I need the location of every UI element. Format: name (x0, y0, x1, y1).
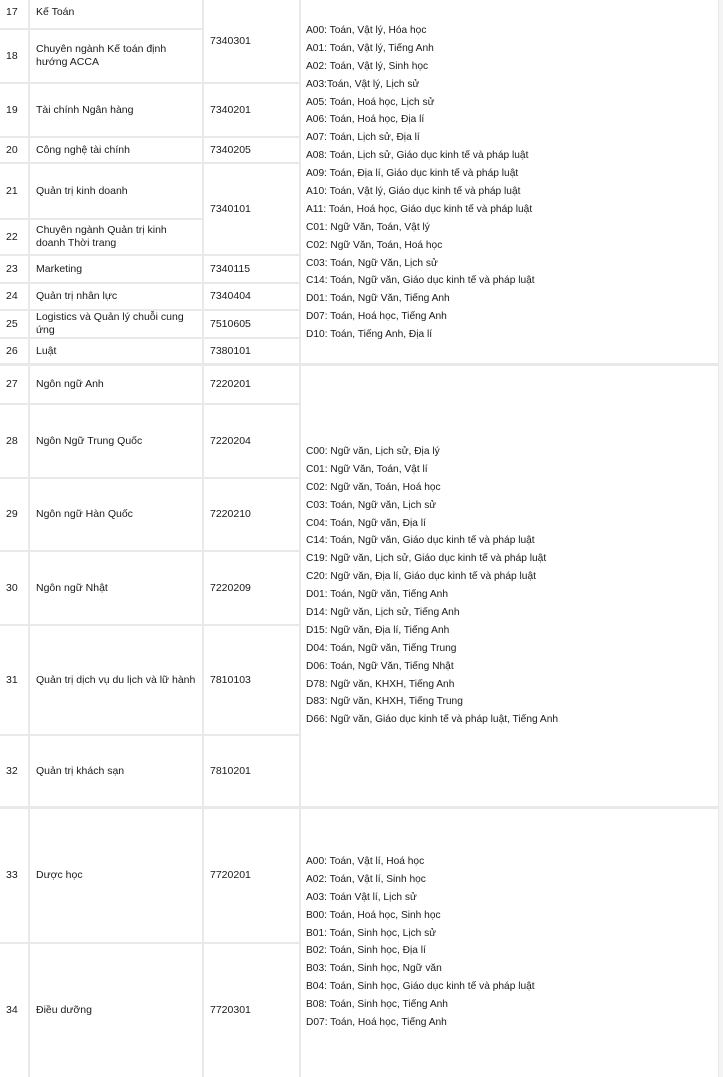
row-number: 29 (0, 479, 28, 550)
row-number: 24 (0, 284, 28, 309)
row-number: 26 (0, 339, 28, 363)
major-name: Quản trị kinh doanh (30, 164, 202, 218)
major-name: Dược học (30, 809, 202, 942)
major-code: 7510605 (204, 311, 299, 337)
subject-combination: C14: Toán, Ngữ văn, Giáo dục kinh tế và pháp luật (306, 535, 535, 547)
major-name: Chuyên ngành Quản trị kinh doanh Thời trang (30, 220, 202, 254)
subject-combination: D78: Ngữ văn, KHXH, Tiếng Anh (306, 678, 455, 690)
subject-combination: A09: Toán, Địa lí, Giáo dục kinh tế và pháp luật (306, 168, 519, 180)
major-code: 7220209 (204, 552, 299, 624)
clipped-column-edge (719, 0, 723, 1077)
row-number: 25 (0, 311, 28, 337)
subject-combination: C20: Ngữ văn, Địa lí, Giáo dục kinh tế và pháp luật (306, 571, 536, 583)
subject-combination: D83: Ngữ văn, KHXH, Tiếng Trung (306, 696, 463, 708)
subject-combination-list (306, 853, 535, 1032)
subject-combination-list (306, 443, 558, 729)
subject-combination: C01: Ngữ Văn, Toán, Vật lí (306, 463, 428, 475)
subject-combinations-cell (301, 809, 718, 1077)
subject-combination: D07: Toán, Hoá học, Tiếng Anh (306, 1017, 447, 1029)
row-number: 33 (0, 809, 28, 942)
subject-combination: D06: Toán, Ngữ Văn, Tiếng Nhật (306, 660, 454, 672)
subject-combination: A02: Toán, Vật lí, Sinh học (306, 873, 426, 885)
row-number: 32 (0, 736, 28, 806)
subject-combination: C02: Ngữ văn, Toán, Hoá học (306, 481, 441, 493)
row-number: 31 (0, 626, 28, 734)
major-name: Luật (30, 339, 202, 363)
major-code: 7340205 (204, 138, 299, 162)
subject-combination-list (306, 22, 535, 344)
subject-combination: A08: Toán, Lịch sử, Giáo dục kinh tế và pháp luật (306, 150, 529, 162)
subject-combination: A00: Toán, Vật lý, Hóa học (306, 25, 427, 36)
major-name: Marketing (30, 256, 202, 282)
subject-combination: D01: Toán, Ngữ văn, Tiếng Anh (306, 589, 448, 601)
subject-combination: B04: Toán, Sinh học, Giáo dục kinh tế và pháp luật (306, 981, 535, 993)
subject-combination: D14: Ngữ văn, Lịch sử, Tiếng Anh (306, 607, 460, 619)
subject-combination: D15: Ngữ văn, Địa lí, Tiếng Anh (306, 624, 450, 636)
major-name: Ngôn ngữ Hàn Quốc (30, 479, 202, 550)
subject-combination: C04: Toán, Ngữ văn, Địa lí (306, 517, 426, 529)
subject-combination: A02: Toán, Vật lý, Sinh học (306, 60, 429, 72)
row-number: 18 (0, 30, 28, 82)
major-name: Ngôn Ngữ Trung Quốc (30, 405, 202, 477)
row-number: 21 (0, 164, 28, 218)
subject-combination: A03:Toán, Vật lý, Lịch sử (306, 78, 420, 90)
major-code: 7220210 (204, 479, 299, 550)
major-name: Tài chính Ngân hàng (30, 84, 202, 136)
major-name: Quản trị khách sạn (30, 736, 202, 806)
subject-combination: B08: Toán, Sinh học, Tiếng Anh (306, 999, 448, 1011)
row-number: 30 (0, 552, 28, 624)
major-name: Kế Toán (30, 0, 202, 28)
major-name: Quản trị nhân lực (30, 284, 202, 309)
subject-combination: C14: Toán, Ngữ văn, Giáo dục kinh tế và pháp luật (306, 275, 535, 287)
major-code: 7340404 (204, 284, 299, 309)
subject-combination: A00: Toán, Vật lí, Hoá học (306, 856, 425, 867)
subject-combination: A01: Toán, Vật lý, Tiếng Anh (306, 42, 434, 54)
major-code: 7220204 (204, 405, 299, 477)
row-number: 34 (0, 944, 28, 1077)
row-number: 28 (0, 405, 28, 477)
subject-combination: C03: Toán, Ngữ Văn, Lịch sử (306, 257, 438, 269)
major-code: 7340115 (204, 256, 299, 282)
subject-combination: A07: Toán, Lịch sử, Địa lí (306, 132, 420, 144)
major-name: Ngôn ngữ Anh (30, 366, 202, 403)
major-code: 7340201 (204, 84, 299, 136)
subject-combination: C00: Ngữ văn, Lịch sử, Địa lý (306, 446, 440, 457)
subject-combination: D07: Toán, Hoá học, Tiếng Anh (306, 311, 447, 323)
subject-combinations-cell (301, 366, 718, 806)
major-code: 7220201 (204, 366, 299, 403)
subject-combination: B02: Toán, Sinh học, Địa lí (306, 945, 426, 957)
major-name: Logistics và Quản lý chuỗi cung ứng (30, 311, 202, 337)
major-name: Quản trị dịch vụ du lịch và lữ hành (30, 626, 202, 734)
row-number: 27 (0, 366, 28, 403)
major-name: Chuyên ngành Kế toán định hướng ACCA (30, 30, 202, 82)
subject-combination: D10: Toán, Tiếng Anh, Địa lí (306, 329, 433, 341)
major-code: 7380101 (204, 339, 299, 363)
row-number: 19 (0, 84, 28, 136)
subject-combination: C02: Ngữ Văn, Toán, Hoá học (306, 239, 443, 251)
subject-combination: A10: Toán, Vật lý, Giáo dục kinh tế và pháp luật (306, 186, 521, 198)
major-code: 7720201 (204, 809, 299, 942)
row-number: 17 (0, 0, 28, 28)
row-number: 22 (0, 220, 28, 254)
major-code: 7340301 (204, 0, 299, 82)
subject-combination: A06: Toán, Hoá học, Địa lí (306, 114, 425, 126)
subject-combinations-cell (301, 0, 718, 363)
major-code: 7810103 (204, 626, 299, 734)
major-code: 7810201 (204, 736, 299, 806)
major-name: Ngôn ngữ Nhật (30, 552, 202, 624)
subject-combination: D01: Toán, Ngữ Văn, Tiếng Anh (306, 293, 450, 305)
subject-combination: A11: Toán, Hoá học, Giáo dục kinh tế và pháp luật (306, 203, 533, 215)
subject-combination: D04: Toán, Ngữ văn, Tiếng Trung (306, 642, 457, 654)
subject-combination: C19: Ngữ văn, Lịch sử, Giáo dục kinh tế và pháp luật (306, 553, 547, 565)
subject-combination: B00: Toán, Hoá học, Sinh học (306, 909, 441, 921)
subject-combination: C01: Ngữ Văn, Toán, Vật lý (306, 221, 430, 233)
subject-combination: B01: Toán, Sinh học, Lịch sử (306, 927, 437, 939)
subject-combination: B03: Toán, Sinh học, Ngữ văn (306, 963, 442, 975)
major-name: Công nghệ tài chính (30, 138, 202, 162)
row-number: 20 (0, 138, 28, 162)
subject-combination: A03: Toán Vật lí, Lịch sử (306, 891, 417, 903)
major-name: Điều dưỡng (30, 944, 202, 1077)
subject-combination: C03: Toán, Ngữ văn, Lịch sử (306, 499, 437, 511)
subject-combination: D66: Ngữ văn, Giáo dục kinh tế và pháp luật, Tiếng Anh (306, 714, 559, 726)
row-number: 23 (0, 256, 28, 282)
major-code: 7340101 (204, 164, 299, 254)
major-code: 7720301 (204, 944, 299, 1077)
subject-combination: A05: Toán, Hoá học, Lịch sử (306, 96, 435, 108)
